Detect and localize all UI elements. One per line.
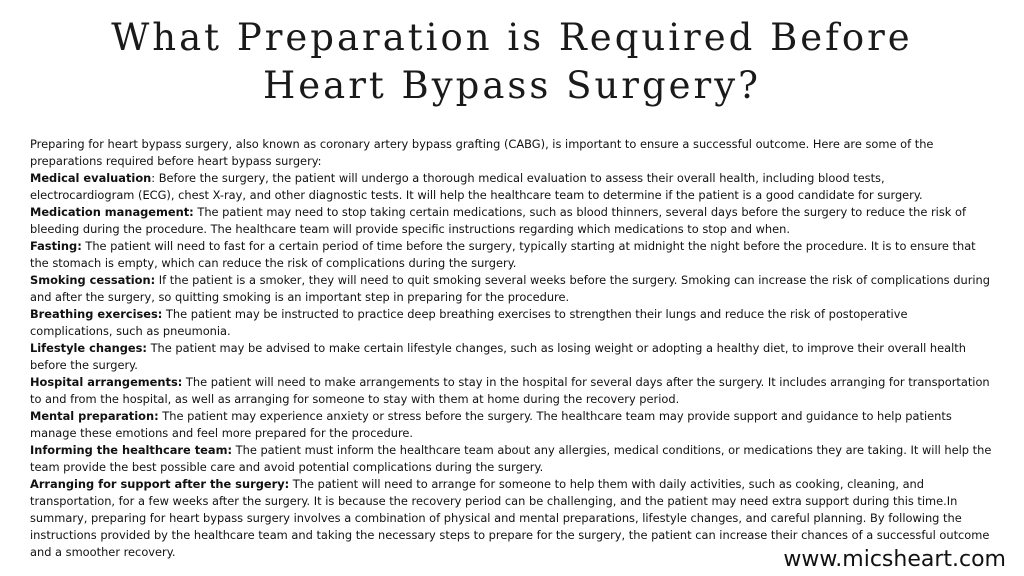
title-line-1: What Preparation is Required Before <box>111 16 913 59</box>
section-hospital-arrangements <box>30 374 992 408</box>
section-label: Lifestyle changes: <box>30 341 147 355</box>
section-text: The patient may need to stop taking certain medications, such as blood thinners, several days before the surgery to reduce the risk of bleeding during the procedure. The healthcare team will provide specific instructions regarding which medications to stop and when. <box>30 205 966 236</box>
section-label: Hospital arrangements: <box>30 375 183 389</box>
section-label: Smoking cessation: <box>30 273 156 287</box>
section-text: The patient will need to arrange for someone to help them with daily activities, such as cooking, cleaning, and transportation, for a few weeks after the surgery. It is because the recovery period can be challenging, and the patient may need extra support during this time.In summary, preparing for heart bypass surgery involves a combination of physical and mental preparations, lifestyle changes, and careful planning. By following the instructions provided by the healthcare team and taking the necessary steps to prepare for the surgery, the patient can increase their chances of a successful outcome and a smoother recovery. <box>30 477 990 559</box>
section-label: Arranging for support after the surgery: <box>30 477 290 491</box>
section-medication-management <box>30 204 992 238</box>
section-smoking-cessation <box>30 272 992 306</box>
section-mental-preparation <box>30 408 992 442</box>
intro-paragraph: Preparing for heart bypass surgery, also known as coronary artery bypass grafting (CABG), is important to ensure a successful outcome. Here are some of the preparations required before heart bypass surgery: <box>30 137 934 168</box>
section-label: Breathing exercises: <box>30 307 163 321</box>
section-text: The patient may be advised to make certain lifestyle changes, such as losing weight or adopting a healthy diet, to improve their overall health before the surgery. <box>30 341 966 372</box>
section-medical-evaluation <box>30 170 992 204</box>
section-label: Fasting: <box>30 239 82 253</box>
section-text: : Before the surgery, the patient will undergo a thorough medical evaluation to assess their overall health, including blood tests, electrocardiogram (ECG), chest X-ray, and other diagnostic tests. It will help the healthcare team to determine if the patient is a good candidate for surgery. <box>30 171 923 202</box>
section-label: Mental preparation: <box>30 409 159 423</box>
website-url[interactable]: www.micsheart.com <box>783 547 1006 572</box>
section-breathing-exercises <box>30 306 992 340</box>
section-text: The patient may experience anxiety or stress before the surgery. The healthcare team may provide support and guidance to help patients manage these emotions and feel more prepared for the procedure. <box>30 409 952 440</box>
section-text: The patient will need to make arrangements to stay in the hospital for several days after the surgery. It includes arranging for transportation to and from the hospital, as well as arranging for someone to stay with them at home during the recovery period. <box>30 375 990 406</box>
section-text: The patient may be instructed to practice deep breathing exercises to strengthen their lungs and reduce the risk of postoperative complications, such as pneumonia. <box>30 307 908 338</box>
article-body <box>30 136 992 561</box>
section-text: The patient must inform the healthcare team about any allergies, medical conditions, or medications they are taking. It will help the team provide the best possible care and avoid potential complications during the surgery. <box>30 443 992 474</box>
section-text: The patient will need to fast for a certain period of time before the surgery, typically starting at midnight the night before the procedure. It is to ensure that the stomach is empty, which can reduce the risk of complications during the surgery. <box>30 239 976 270</box>
title-line-2: Heart Bypass Surgery? <box>263 64 761 107</box>
section-label: Informing the healthcare team: <box>30 443 233 457</box>
page-title <box>60 14 964 110</box>
section-label: Medical evaluation <box>30 171 152 185</box>
section-informing-healthcare-team <box>30 442 992 476</box>
section-label: Medication management: <box>30 205 194 219</box>
section-lifestyle-changes <box>30 340 992 374</box>
section-fasting <box>30 238 992 272</box>
section-text: If the patient is a smoker, they will need to quit smoking several weeks before the surgery. Smoking can increase the risk of complications during and after the surgery, so quitting smoking is an important step in preparing for the procedure. <box>30 273 990 304</box>
